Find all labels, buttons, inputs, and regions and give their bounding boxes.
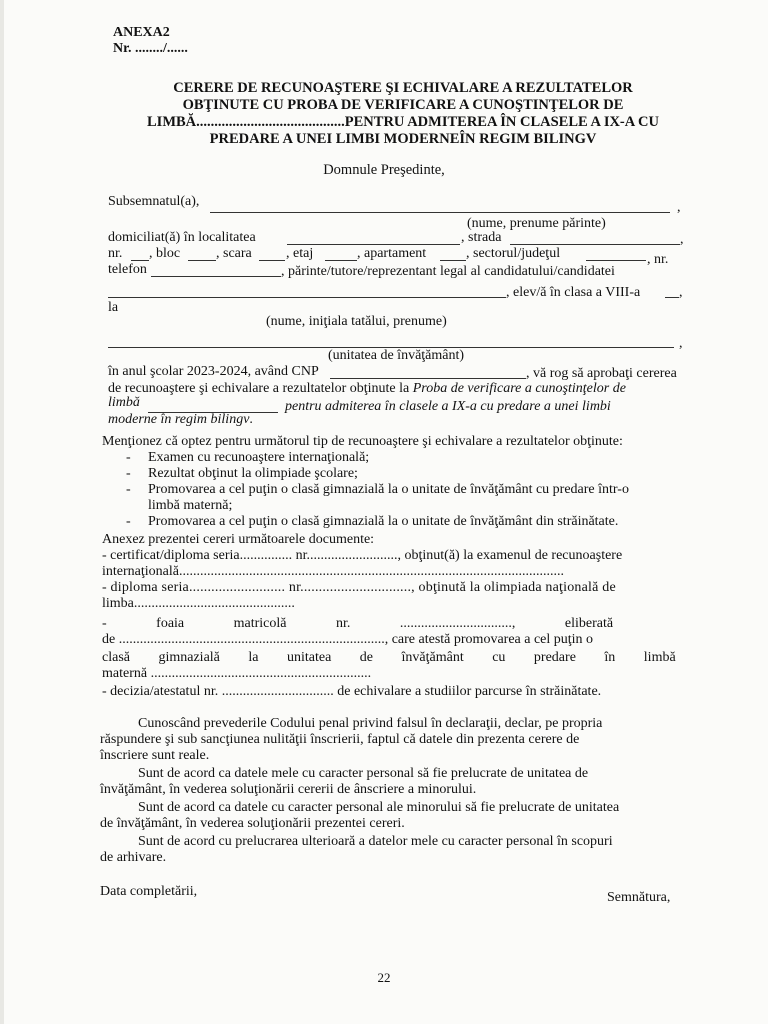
label-subsemnatul: Subsemnatul(a), [108, 194, 200, 209]
declaration-line: înscriere sunt reale. [100, 748, 210, 763]
label-va-rog: , vă rog să aprobaţi cererea [526, 366, 677, 381]
document-line: clasă gimnazială la unitatea de învăţământ cu predare în limbă [102, 650, 676, 665]
field-nume-parinte[interactable] [210, 212, 670, 213]
punctuation: , [677, 200, 681, 215]
field-strada[interactable] [510, 244, 680, 245]
declaration-line: de arhivare. [100, 850, 167, 865]
page-number: 22 [377, 970, 391, 985]
declaration-line: Cunoscând prevederile Codului penal privind falsul în declaraţii, declar, pe propria [138, 716, 603, 731]
label-apartament: , apartament [357, 246, 427, 261]
label-telefon: telefon [108, 262, 147, 277]
declaration-line: Sunt de acord cu prelucrarea ulterioară a datelor mele cu caracter personal în scopuri [138, 834, 613, 849]
document-line: maternă ............................................................... [102, 666, 372, 681]
field-scara[interactable] [259, 260, 285, 261]
salutation: Domnule Preşedinte, [323, 162, 445, 178]
field-clasa[interactable] [665, 297, 679, 298]
document-line: limba.............................................. [102, 596, 295, 611]
title-line: OBŢINUTE CU PROBA DE VERIFICARE A CUNOŞTINŢELOR DE [182, 97, 624, 113]
body-line: de recunoaştere şi echivalare a rezultatelor obţinute la Proba de verificare a cunoştinţelor de [108, 381, 626, 396]
document-line: - decizia/atestatul nr. ................................ de echivalare a studiilor parcurse în străinătate. [102, 684, 602, 699]
declaration-line: învăţământ, în vederea soluţionării cererii de ânscriere a minorului. [100, 782, 477, 797]
label-an-scolar: în anul şcolar 2023-2024, având CNP [108, 364, 319, 379]
signature-label: Semnătura, [607, 890, 671, 905]
hint-nume-candidat: (nume, iniţiala tatălui, prenume) [266, 314, 447, 329]
document-line: - diploma seria.......................... nr.............................., obţinută la olimpiada naţională de [102, 580, 616, 595]
hint-nume-parinte: (nume, prenume părinte) [467, 216, 606, 231]
options-intro: Menţionez că optez pentru următorul tip de recunoaştere şi echivalare a rezultatelor obţinute: [102, 434, 623, 449]
label-bloc: , bloc [149, 246, 181, 261]
option-item[interactable]: - Promovarea a cel puţin o clasă gimnazială la o unitate de învăţământ cu predare într-o [126, 482, 629, 497]
punctuation: , [679, 336, 683, 351]
label-parinte: , părinte/tutore/reprezentant legal al candidatului/candidatei [281, 264, 615, 279]
punctuation: , [679, 285, 683, 300]
document-title [108, 80, 698, 148]
label-limba: limbă [108, 395, 140, 410]
field-etaj[interactable] [325, 260, 357, 261]
hint-unitatea: (unitatea de învăţământ) [328, 348, 465, 363]
punctuation: , [680, 232, 684, 247]
label-la: la [108, 300, 119, 315]
field-sectorul[interactable] [586, 260, 646, 261]
declaration-line: Sunt de acord ca datele mele cu caracter personal să fie prelucrate de unitatea de [138, 766, 589, 781]
field-bloc[interactable] [188, 260, 216, 261]
field-nr[interactable] [131, 260, 149, 261]
scan-edge [0, 0, 4, 1024]
declaration-line: răspundere şi sub sancţiunea nulităţii înscrierii, faptul că datele din prezenta cerere de [100, 732, 580, 747]
annex-label: ANEXA2 [113, 25, 170, 40]
body-line: pentru admiterea în clasele a IX-a cu predare a unei limbi [285, 399, 611, 414]
title-line: LIMBĂ.........................................PENTRU ADMITEREA ÎN CLASELE A IX-A CU [147, 114, 659, 130]
option-item[interactable]: - Rezultat obţinut la olimpiade şcolare; [126, 466, 358, 481]
document-line: - foaia matricolă nr. ................................, eliberată [102, 616, 614, 631]
title-line: CERERE DE RECUNOAŞTERE ŞI ECHIVALARE A REZULTATELOR [173, 80, 633, 96]
document-line: de ............................................................................, care atestă promovarea a cel puţin o [102, 632, 594, 647]
option-item[interactable]: - Promovarea a cel puţin o clasă gimnazială la o unitate de învăţământ din străinătate. [126, 514, 619, 529]
body-line: moderne în regim bilingv. [108, 412, 253, 427]
field-telefon[interactable] [151, 276, 281, 277]
option-item[interactable]: - Examen cu recunoaştere internaţională; [126, 450, 370, 465]
registration-number: Nr. ......../...... [113, 41, 188, 56]
label-scara: , scara [216, 246, 252, 261]
label-strada: , strada [461, 230, 502, 245]
field-localitatea[interactable] [287, 244, 460, 245]
field-apartament[interactable] [440, 260, 466, 261]
label-domiciliat: domiciliat(ă) în localitatea [108, 230, 256, 245]
label-elev: , elev/ă în clasa a VIII-a [506, 285, 641, 300]
label-sectorul: , sectorul/judeţul [466, 246, 561, 261]
field-nume-candidat[interactable] [108, 297, 506, 298]
label-nr: nr. [108, 246, 123, 261]
document-line: - certificat/diploma seria............... nr.........................., obţinut(ă) la examenul de recunoaştere [102, 548, 623, 563]
title-line: PREDARE A UNEI LIMBI MODERNEÎN REGIM BILINGV [209, 131, 597, 147]
documents-intro: Anexez prezentei cereri următoarele documente: [102, 532, 375, 547]
option-item-continued: limbă maternă; [148, 498, 233, 513]
label-etaj: , etaj [286, 246, 314, 261]
date-label: Data completării, [100, 884, 198, 899]
document-line: internaţională.............................................................................................................. [102, 564, 564, 579]
field-cnp[interactable] [330, 378, 526, 379]
declaration-line: de învăţământ, în vederea soluţionării prezentei cereri. [100, 816, 405, 831]
declaration-line: Sunt de acord ca datele cu caracter personal ale minorului să fie prelucrate de unitatea [138, 800, 620, 815]
label-nr: , nr. [647, 252, 669, 267]
